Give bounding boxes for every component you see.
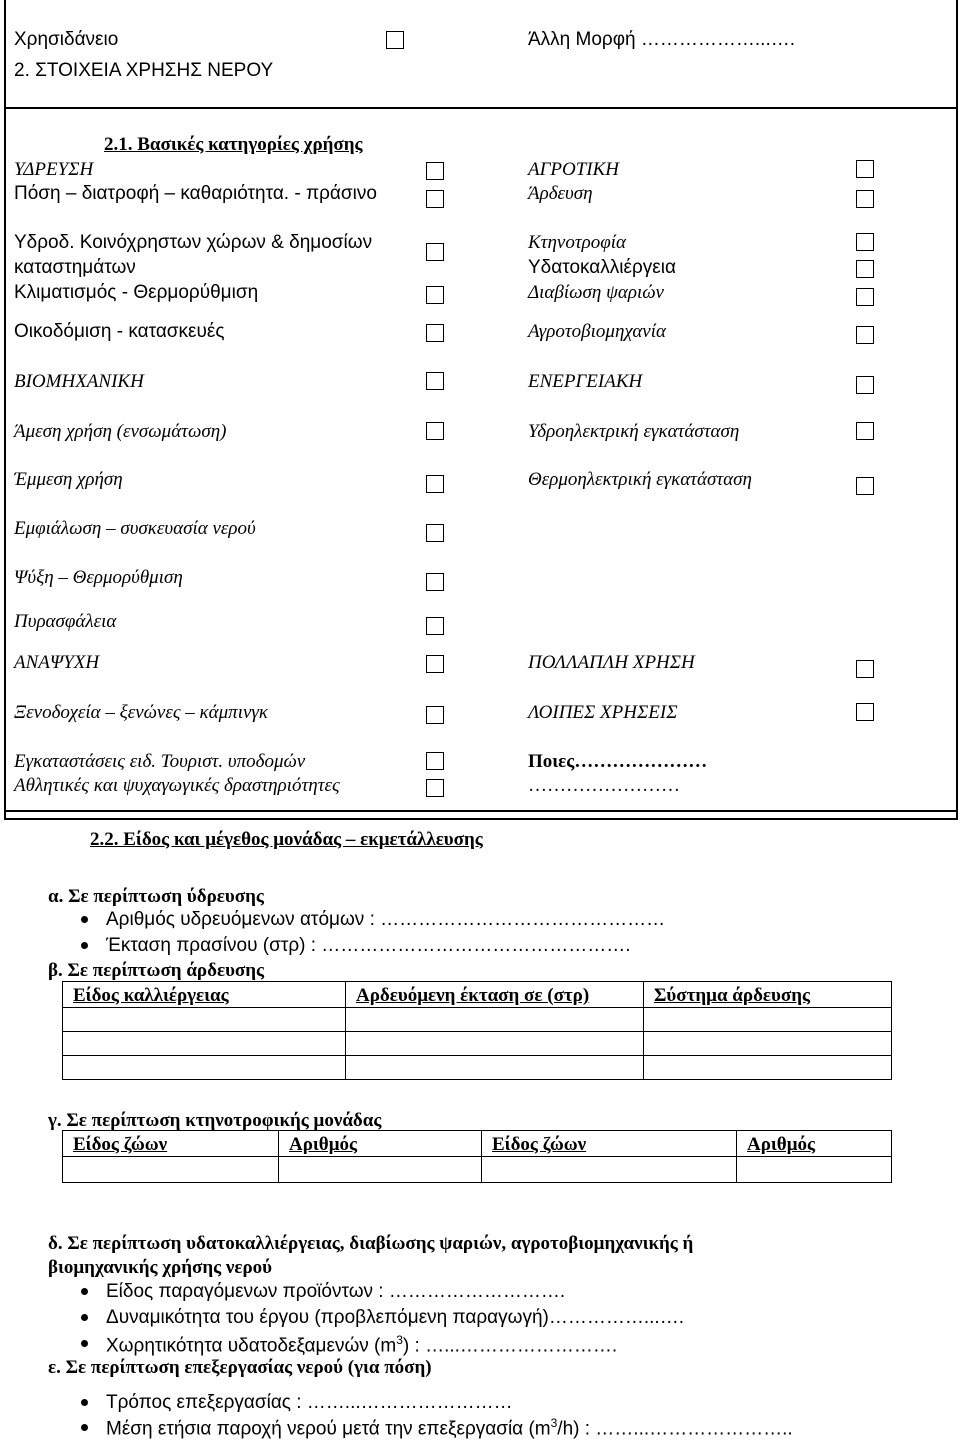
label-poies: Ποιες…………………: [528, 751, 708, 772]
checkbox-emmeso[interactable]: [426, 475, 444, 493]
checkbox-klimat[interactable]: [426, 286, 444, 304]
table-cell[interactable]: [644, 1032, 892, 1056]
checkbox-athlit[interactable]: [426, 779, 444, 797]
irrigation-col-area: Αρδευόμενη έκταση σε (στρ): [356, 985, 590, 1006]
item-d-3-b: ) : …...…………………….: [402, 1335, 618, 1357]
item-e-2: [106, 1417, 793, 1438]
table-cell[interactable]: [482, 1157, 737, 1183]
irrigation-col-system: Σύστημα άρδευσης: [654, 985, 811, 1006]
label-energeiaki: ΕΝΕΡΓΕΙΑΚΗ: [528, 371, 643, 392]
livestock-col-type-2: Είδος ζώων: [492, 1134, 587, 1155]
subsection-e-title: ε. Σε περίπτωση επεξεργασίας νερού (για πόση): [48, 1357, 432, 1378]
table-cell[interactable]: [63, 1157, 279, 1183]
bullet-e-1: [81, 1399, 88, 1406]
divider-3: [4, 818, 957, 820]
table-cell[interactable]: [644, 1008, 892, 1032]
label-diaviosi: Διαβίωση ψαριών: [528, 282, 664, 303]
table-cell[interactable]: [63, 1008, 346, 1032]
subsection-d-title-2: βιομηχανικής χρήσης νερού: [48, 1257, 273, 1278]
label-egkat: Εγκαταστάσεις ειδ. Τουριστ. υποδομών: [14, 751, 306, 772]
checkbox-loipes[interactable]: [856, 703, 874, 721]
label-athlit: Αθλητικές και ψυχαγωγικές δραστηριότητες: [14, 775, 340, 796]
label-ydatokal: Υδατοκαλλιέργεια: [528, 257, 676, 278]
livestock-col-type-1: Είδος ζώων: [73, 1134, 168, 1155]
table-row: [63, 1056, 892, 1080]
label-thermoil: Θερμοηλεκτρική εγκατάσταση: [528, 469, 752, 490]
item-d-3-sup: 3: [396, 1333, 403, 1347]
item-d-2: Δυναμικότητα του έργου (προβλεπόμενη παραγωγή)……………...….: [106, 1307, 684, 1328]
bullet-a-1: [81, 916, 88, 923]
item-d-3: [106, 1334, 617, 1355]
table-row: [63, 1032, 892, 1056]
checkbox-thermoil[interactable]: [856, 477, 874, 495]
subsection-a-title: α. Σε περίπτωση ύδρευσης: [48, 886, 264, 907]
livestock-table: [62, 1130, 892, 1183]
bullet-e-2: [81, 1424, 88, 1431]
checkbox-diaviosi[interactable]: [856, 288, 874, 306]
label-agrotoviom: Αγροτοβιομηχανία: [528, 321, 666, 342]
frame-left-mid: [4, 108, 6, 820]
subsection-b-title: β. Σε περίπτωση άρδευσης: [48, 960, 265, 981]
item-e-1: Τρόπος επεξεργασίας : ……...……………………: [106, 1392, 513, 1413]
table-row: [63, 1157, 892, 1183]
checkbox-psyxi[interactable]: [426, 573, 444, 591]
table-cell[interactable]: [63, 1056, 346, 1080]
label-ydrod-2: καταστημάτων: [14, 257, 136, 278]
table-cell[interactable]: [63, 1032, 346, 1056]
divider-2: [4, 810, 957, 812]
checkbox-ydrod[interactable]: [426, 243, 444, 261]
section-2-2-heading: 2.2. Είδος και μέγεθος μονάδας – εκμετάλλευσης: [90, 829, 483, 850]
bullet-a-2: [81, 942, 88, 949]
item-d-1: Είδος παραγόμενων προϊόντων : ……………………….: [106, 1281, 566, 1302]
frame-right-mid: [956, 108, 958, 820]
checkbox-ardeusi[interactable]: [856, 190, 874, 208]
checkbox-ktinotr[interactable]: [856, 233, 874, 251]
label-ameso: Άμεση χρήση (ενσωμάτωση): [14, 421, 227, 442]
label-psyxi: Ψύξη – Θερμορύθμιση: [14, 567, 183, 588]
checkbox-posi[interactable]: [426, 190, 444, 208]
subsection-c-title: γ. Σε περίπτωση κτηνοτροφικής μονάδας: [48, 1110, 382, 1131]
bullet-d-3: [81, 1340, 88, 1347]
checkbox-ameso[interactable]: [426, 422, 444, 440]
item-e-2-b: /h) : ……...…………………..: [557, 1418, 793, 1440]
label-anapsyxi: ΑΝΑΨΥΧΗ: [14, 652, 100, 673]
label-agrotiki: ΑΓΡΟΤΙΚΗ: [528, 159, 620, 180]
label-klimat: Κλιματισμός - Θερμορύθμιση: [14, 282, 259, 303]
subsection-d-title-1: δ. Σε περίπτωση υδατοκαλλιέργειας, διαβίωσης ψαριών, αγροτοβιομηχανικής ή: [48, 1233, 694, 1254]
table-cell[interactable]: [346, 1008, 644, 1032]
table-cell[interactable]: [346, 1032, 644, 1056]
label-ardeusi: Άρδευση: [528, 183, 593, 204]
item-a-2: Έκταση πρασίνου (στρ) : ………………………………………….: [106, 935, 631, 956]
checkbox-pyrasf[interactable]: [426, 617, 444, 635]
label-ktinotr: Κτηνοτροφία: [528, 232, 627, 253]
divider-1: [4, 107, 957, 109]
label-emfial: Εμφιάλωση – συσκευασία νερού: [14, 518, 256, 539]
checkbox-ydroil[interactable]: [856, 422, 874, 440]
table-cell[interactable]: [346, 1056, 644, 1080]
label-ydroil: Υδροηλεκτρική εγκατάσταση: [528, 421, 740, 442]
label-ydreusi: ΥΔΡΕΥΣΗ: [14, 159, 94, 180]
bullet-d-1: [81, 1288, 88, 1295]
livestock-col-count-2: Αριθμός: [747, 1134, 815, 1155]
item-a-1: Αριθμός υδρευόμενων ατόμων : ………………………………………: [106, 909, 666, 930]
irrigation-col-crop: Είδος καλλιέργειας: [73, 985, 229, 1006]
label-poies-line2: ……………………: [528, 775, 680, 796]
livestock-col-count-1: Αριθμός: [289, 1134, 357, 1155]
checkbox-agrotoviom[interactable]: [856, 326, 874, 344]
frame-left-top: [4, 0, 6, 108]
label-oikod: Οικοδόμιση - κατασκευές: [14, 321, 225, 342]
checkbox-viomix[interactable]: [426, 372, 444, 390]
label-posi: Πόση – διατροφή – καθαριότητα. - πράσινο: [14, 183, 377, 204]
frame-right-top: [956, 0, 958, 108]
label-pyrasf: Πυρασφάλεια: [14, 611, 117, 632]
irrigation-table: [62, 981, 892, 1080]
checkbox-ydatokal[interactable]: [856, 260, 874, 278]
checkbox-energeiaki[interactable]: [856, 376, 874, 394]
label-ydrod-1: Υδροδ. Κοινόχρηστων χώρων & δημοσίων: [14, 232, 373, 253]
checkbox-oikod[interactable]: [426, 324, 444, 342]
item-e-2-a: Μέση ετήσια παροχή νερού μετά την επεξεργασία (m: [106, 1418, 551, 1440]
table-cell[interactable]: [644, 1056, 892, 1080]
table-cell[interactable]: [279, 1157, 482, 1183]
checkbox-xrisidaneio[interactable]: [386, 31, 404, 49]
row-alli-morfi: Άλλη Μορφή ………………...….: [528, 29, 796, 50]
label-xenod: Ξενοδοχεία – ξενώνες – κάμπινγκ: [14, 702, 269, 723]
checkbox-ydreusi[interactable]: [426, 162, 444, 180]
checkbox-pollapli[interactable]: [856, 660, 874, 678]
checkbox-emfial[interactable]: [426, 524, 444, 542]
checkbox-egkat[interactable]: [426, 752, 444, 770]
label-emmeso: Έμμεση χρήση: [14, 469, 123, 490]
table-cell[interactable]: [737, 1157, 892, 1183]
label-pollapli: ΠΟΛΛΑΠΛΗ ΧΡΗΣΗ: [528, 652, 695, 673]
item-e-2-sup: 3: [550, 1416, 558, 1430]
section-2-1-heading: 2.1. Βασικές κατηγορίες χρήσης: [104, 134, 363, 155]
item-d-3-a: Χωρητικότητα υδατοδεξαμενών (m: [106, 1335, 397, 1357]
checkbox-agrotiki[interactable]: [856, 160, 874, 178]
row-xrisidaneio: Χρησιδάνειο: [14, 29, 119, 50]
bullet-d-2: [81, 1314, 88, 1321]
checkbox-anapsyxi[interactable]: [426, 655, 444, 673]
checkbox-xenod[interactable]: [426, 706, 444, 724]
section-2-title: 2. ΣΤΟΙΧΕΙΑ ΧΡΗΣΗΣ ΝΕΡΟΥ: [14, 60, 274, 81]
label-viomix: ΒΙΟΜΗΧΑΝΙΚΗ: [14, 371, 144, 392]
label-loipes: ΛΟΙΠΕΣ ΧΡΗΣΕΙΣ: [528, 702, 678, 723]
table-row: [63, 1008, 892, 1032]
